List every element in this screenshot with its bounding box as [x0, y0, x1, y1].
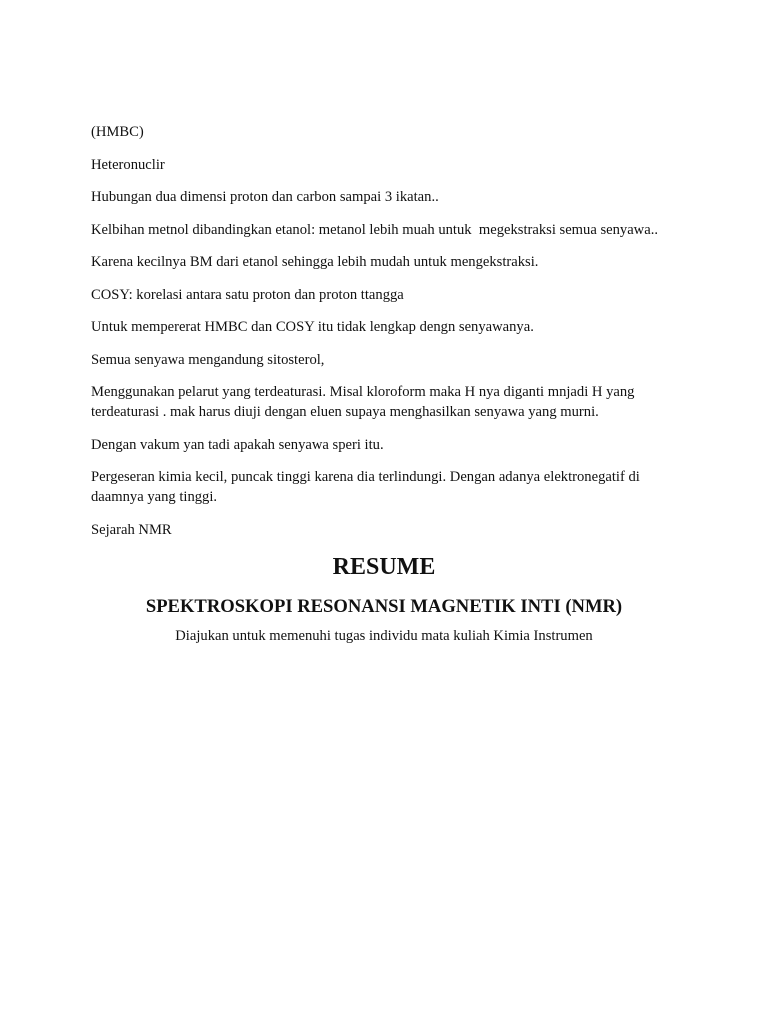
page-title: RESUME	[332, 554, 436, 580]
note-paragraph: Semua senyawa mengandung sitosterol,	[91, 351, 325, 368]
note-paragraph: Dengan vakum yan tadi apakah senyawa speri itu.	[91, 436, 384, 453]
note-paragraph: Menggunakan pelarut yang terdeaturasi. Misal kloroform maka H nya diganti mnjadi H yang terdeaturasi . mak harus diuji dengan eluen supaya menghasilkan senyawa yang murni.	[91, 384, 639, 420]
note-paragraph: COSY: korelasi antara satu proton dan proton ttangga	[91, 286, 404, 303]
note-paragraph: Heteronuclir	[91, 156, 165, 173]
document-subtitle: SPEKTROSKOPI RESONANSI MAGNETIK INTI (NMR)	[145, 596, 623, 617]
purpose-statement: Diajukan untuk memenuhi tugas individu mata kuliah Kimia Instrumen	[175, 628, 593, 644]
note-paragraph: Pergeseran kimia kecil, puncak tinggi karena dia terlindungi. Dengan adanya elektronegatif di daamnya yang tinggi.	[91, 469, 644, 505]
notes-section	[91, 122, 691, 552]
note-paragraph: Sejarah NMR	[91, 521, 172, 538]
note-paragraph: Hubungan dua dimensi proton dan carbon sampai 3 ikatan..	[91, 189, 439, 205]
note-paragraph: Kelbihan metnol dibandingkan etanol: metanol lebih muah untuk megekstraksi semua senyawa..	[91, 221, 658, 238]
note-paragraph: (HMBC)	[91, 124, 144, 140]
note-paragraph: Karena kecilnya BM dari etanol sehingga lebih mudah untuk mengekstraksi.	[91, 254, 539, 270]
title-block	[0, 550, 768, 646]
note-paragraph: Untuk mempererat HMBC dan COSY itu tidak lengkap dengn senyawanya.	[91, 319, 534, 335]
